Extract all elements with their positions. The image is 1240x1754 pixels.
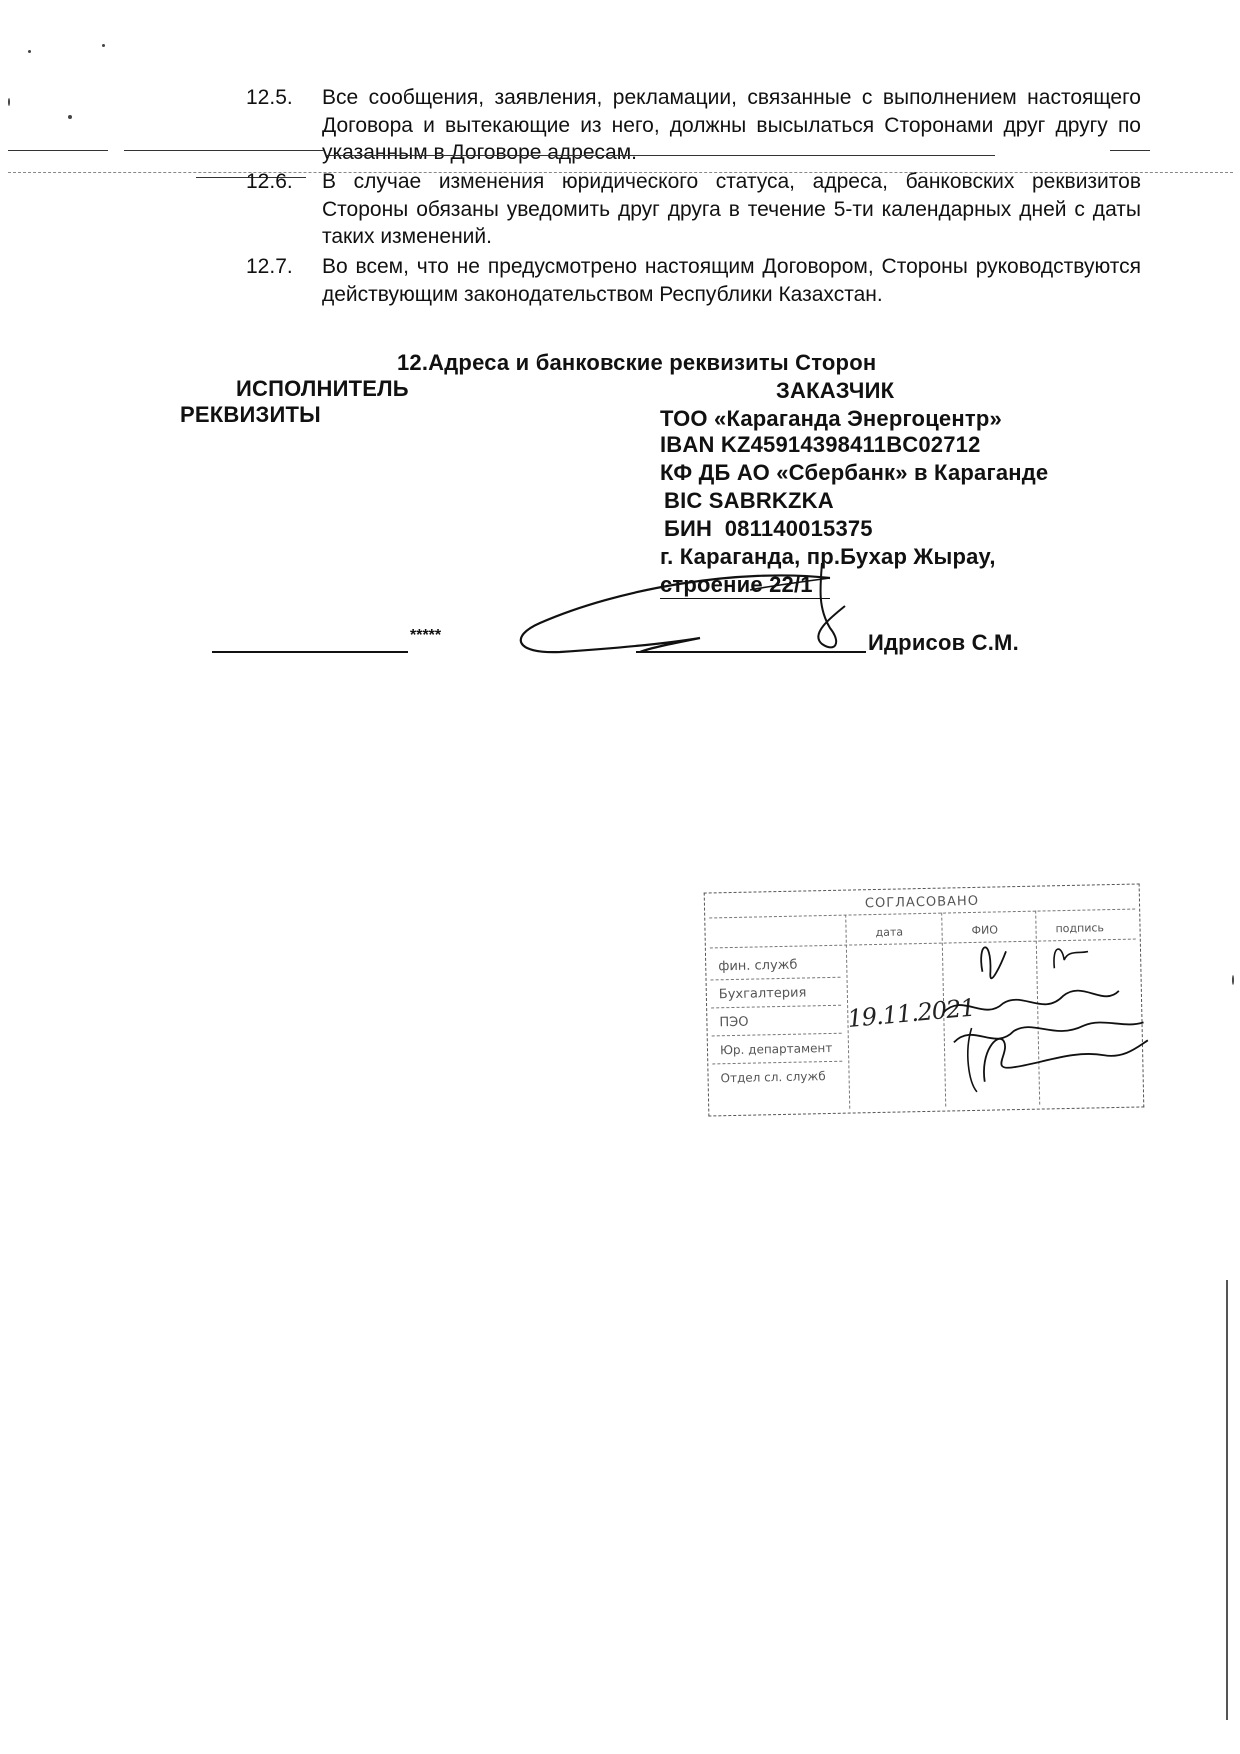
scan-speck (28, 50, 31, 53)
section-title: 12.Адреса и банковские реквизиты Сторон (397, 350, 877, 375)
approval-stamp (704, 883, 1145, 1116)
clause-number: 12.5. (246, 86, 293, 109)
clause-number: 12.7. (246, 255, 293, 278)
customer-address-line1: г. Караганда, пр.Бухар Жырау, (660, 544, 996, 569)
stamp-column-date: дата (875, 925, 904, 939)
stamp-row: ПЭО (719, 1014, 749, 1031)
customer-name: ТОО «Караганда Энергоцентр» (660, 406, 1002, 431)
stamp-rule (709, 909, 1135, 919)
stamp-rule (712, 1033, 842, 1037)
stamp-title: СОГЛАСОВАНО (864, 893, 980, 912)
clause-text: В случае изменения юридического статуса, адреса, банковских реквизитов Стороны обязаны уведомить друг друга в течение 5-ти календарных дней с даты таких изменений. (322, 170, 1141, 248)
executor-signature-name: ***** (410, 627, 442, 644)
scan-rule (1110, 150, 1150, 151)
customer-address-line2: строение 22/1 (660, 572, 813, 597)
clause-text: Во всем, что не предусмотрено настоящим Договором, Стороны руководствуются действующим законодательством Республики Казахстан. (322, 255, 1141, 306)
stamp-row: Юр. департамент (719, 1040, 833, 1058)
customer-bin: БИН 081140015375 (664, 516, 873, 541)
scan-rule (124, 150, 324, 151)
stamp-rule (711, 1005, 841, 1009)
customer-iban: IBAN KZ45914398411BC02712 (660, 432, 981, 457)
scan-speck (1232, 975, 1234, 985)
scan-speck (8, 98, 10, 106)
stamp-column-signature: подпись (1055, 921, 1105, 936)
scan-speck (102, 44, 105, 47)
customer-heading: ЗАКАЗЧИК (776, 378, 895, 403)
customer-handwritten-signature (500, 548, 880, 668)
customer-bic: BIC SABRKZKA (664, 488, 834, 513)
clause-text: Все сообщения, заявления, рекламации, связанные с выполнением настоящего Договора и вытекающие из него, должны высылаться Сторонами друг другу по указанным в Договоре адресам. (322, 86, 1141, 164)
stamp-row: фин. служб (718, 957, 798, 975)
stamp-rule (711, 977, 841, 981)
stamp-rule (712, 1061, 842, 1065)
stamp-row: Отдел сл. служб (720, 1069, 826, 1086)
scan-rule (8, 150, 108, 151)
scan-speck (68, 115, 72, 119)
customer-signature-name: Идрисов С.М. (868, 630, 1019, 655)
executor-details-label: РЕКВИЗИТЫ (180, 402, 321, 427)
scan-edge-mark (1226, 1280, 1228, 1720)
customer-bank: КФ ДБ АО «Сбербанк» в Караганде (660, 460, 1049, 485)
scan-rule (325, 155, 995, 156)
stamp-column-name: ФИО (971, 923, 999, 937)
clause-number: 12.6. (246, 170, 293, 193)
executor-signature-line (212, 651, 408, 653)
stamp-handwritten-signatures (922, 928, 1156, 1103)
executor-heading: ИСПОЛНИТЕЛЬ (236, 376, 409, 401)
stamp-date: 19.11.2021 (846, 993, 976, 1033)
stamp-row: Бухгалтерия (718, 985, 807, 1003)
